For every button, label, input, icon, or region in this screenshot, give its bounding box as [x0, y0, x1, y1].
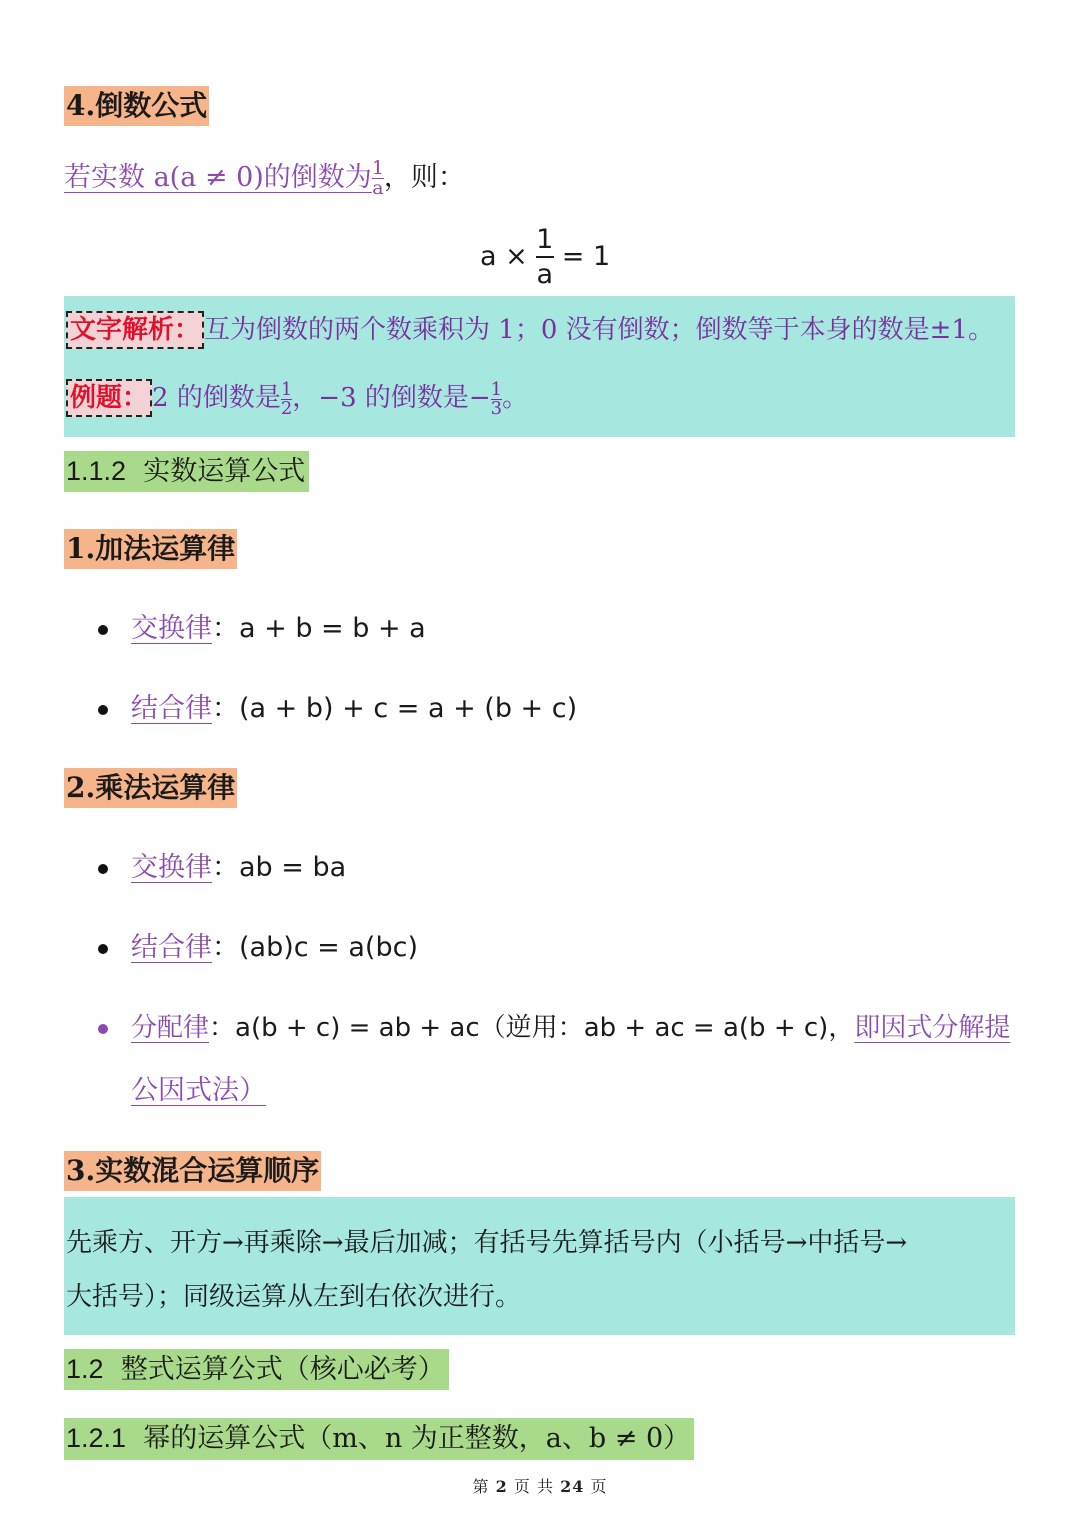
- commutative-link[interactable]: 交换律: [131, 852, 212, 883]
- page-footer: 第 2 页 共 24 页: [472, 1477, 608, 1496]
- section-heading-addition: 1.加法运算律: [64, 529, 237, 569]
- bullet-dot: [98, 944, 108, 954]
- example-fraction-1: $\frac{1}{2}$: [280, 378, 293, 419]
- distributive-link[interactable]: 分配律: [131, 1013, 210, 1043]
- example-line: 例题： 2 的倒数是 $\frac{1}{2}$ ，−3 的倒数是− $\frac{1}{3}$ 。: [66, 378, 528, 418]
- factoring-link[interactable]: 即因式分解提: [854, 1013, 1011, 1043]
- reciprocal-intro: 若实数 a(a ≠ 0)的倒数为 $\frac{1}{a}$ ，则：: [64, 157, 465, 199]
- intro-fraction: $\frac{1}{a}$: [371, 157, 384, 199]
- section-heading-1-2-1: 1.2.1 幂的运算公式（m、n 为正整数，a、b ≠ 0）: [64, 1418, 694, 1460]
- bullet-dot: [98, 705, 108, 715]
- reciprocal-intro-link[interactable]: 若实数 a(a ≠ 0)的倒数为: [64, 162, 372, 193]
- analysis-tag: 文字解析：: [66, 311, 204, 349]
- bullet-dot: [98, 1024, 108, 1034]
- section-heading-reciprocal: 4.倒数公式: [64, 86, 209, 126]
- section-heading-1-1-2: 1.1.2 实数运算公式: [64, 451, 309, 492]
- bullet-dot: [98, 864, 108, 874]
- multiplication-distributive-cont: [131, 1071, 266, 1111]
- addition-commutative: 交换律：a + b = b + a: [131, 613, 426, 644]
- order-line-2: 大括号）；同级运算从左到右依次进行。: [66, 1282, 522, 1312]
- section-heading-multiplication: 2.乘法运算律: [64, 768, 237, 808]
- section-heading-1-2: 1.2 整式运算公式（核心必考）: [64, 1349, 449, 1390]
- commutative-link[interactable]: 交换律: [131, 613, 212, 644]
- associative-link[interactable]: 结合律: [131, 932, 212, 963]
- multiplication-commutative: 交换律：ab = ba: [131, 852, 347, 883]
- addition-associative: 结合律：(a + b) + c = a + (b + c): [131, 693, 578, 724]
- analysis-line: 文字解析： 互为倒数的两个数乘积为 1；0 没有倒数；倒数等于本身的数是±1。: [66, 310, 994, 350]
- example-tag: 例题：: [66, 379, 152, 417]
- bullet-dot: [98, 625, 108, 635]
- factoring-link-cont[interactable]: 公因式法）: [131, 1075, 266, 1106]
- example-fraction-2: $\frac{1}{3}$: [490, 378, 503, 419]
- associative-link[interactable]: 结合律: [131, 693, 212, 724]
- section-heading-order: 3.实数混合运算顺序: [64, 1151, 321, 1191]
- reciprocal-formula: a × $\frac{1}{a}$ = 1: [480, 224, 611, 290]
- order-line-1: 先乘方、开方→再乘除→最后加减；有括号先算括号内（小括号→中括号→: [66, 1228, 908, 1258]
- multiplication-distributive: 分配律：a(b + c) = ab + ac（逆用：ab + ac = a(b + c)，即因式分解提: [131, 1013, 1011, 1043]
- multiplication-associative: 结合律：(ab)c = a(bc): [131, 932, 418, 963]
